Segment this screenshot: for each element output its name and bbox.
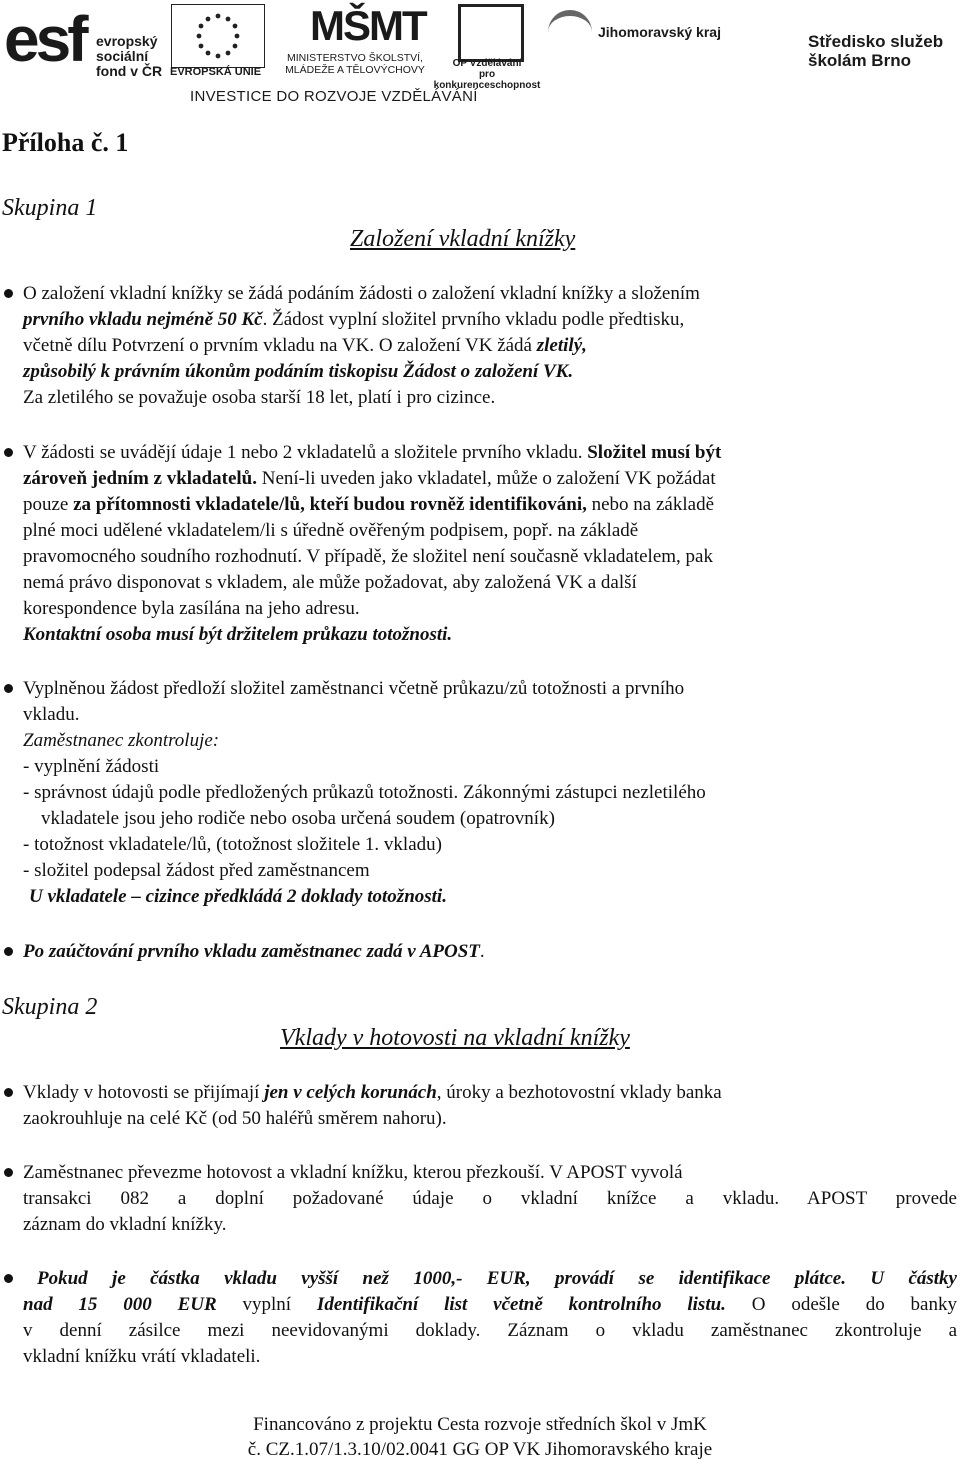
jmk-swoosh-icon <box>548 10 592 46</box>
g1p2-line: pouze za přítomnosti vkladatele/lů, kteří budou rovněž identifikováni, nebo na základě <box>23 494 715 515</box>
group1-label: Skupina 1 <box>2 195 98 221</box>
eu-flag-icon <box>171 4 265 68</box>
bullet <box>4 1274 13 1283</box>
group1-heading: Založení vkladní knížky <box>350 226 576 252</box>
group2-heading: Vklady v hotovosti na vkladní knížky <box>280 1025 630 1051</box>
g2p3-line: nad 15 000 EUR vyplní Identifikační list včetně kontrolního listu. O odešle do banky <box>23 1294 957 1315</box>
g2p3-line: vkladní knížku vrátí vkladateli. <box>23 1346 261 1367</box>
bullet <box>4 1168 13 1177</box>
bullet <box>4 289 13 298</box>
g1p3-line: - vyplnění žádosti <box>23 756 160 777</box>
g1p2-line: Kontaktní osoba musí být držitelem průkazu totožnosti. <box>23 624 453 645</box>
page-title: Příloha č. 1 <box>2 128 129 157</box>
logo-header <box>0 0 960 110</box>
esf-logo: esf <box>4 3 85 75</box>
g1p1-line: způsobilý k právním úkonům podáním tiskopisu Žádost o založení VK. <box>23 361 574 382</box>
bullet <box>4 947 13 956</box>
g1p3-line: U vkladatele – cizince předkládá 2 doklady totožnosti. <box>29 886 447 907</box>
bullet <box>4 684 13 693</box>
g1p2-line: plné moci udělené vkladatelem/li s úředně ověřeným podpisem, popř. na základě <box>23 520 639 541</box>
g2p1-line: Vklady v hotovosti se přijímají jen v celých korunách, úroky a bezhotovostní vklady banka <box>23 1082 722 1103</box>
g2p3-line: v denní zásilce mezi neevidovanými doklady. Záznam o vkladu zaměstnanec zkontroluje a <box>23 1320 957 1341</box>
g1p2-line: V žádosti se uvádějí údaje 1 nebo 2 vkladatelů a složitele prvního vkladu. Složitel musí být <box>23 442 722 463</box>
msmt-logo-label: MINISTERSTVO ŠKOLSTVÍ, MLÁDEŽE A TĚLOVÝCHOVY <box>285 52 425 76</box>
g1p2-line: korespondence byla zasílána na jeho adresu. <box>23 598 360 619</box>
op-logo-icon <box>458 4 524 62</box>
g2p2-line: Zaměstnanec převezme hotovost a vkladní knížku, kterou přezkouší. V APOST vyvolá <box>23 1162 683 1183</box>
g1p3-line: - správnost údajů podle předložených průkazů totožnosti. Zákonnými zástupci nezletilého <box>23 782 706 803</box>
jmk-logo-label: Jihomoravský kraj <box>598 24 721 40</box>
group2-label: Skupina 2 <box>2 994 98 1020</box>
g1p4-line: Po zaúčtování prvního vkladu zaměstnanec zadá v APOST. <box>23 941 485 962</box>
g1p1-line: prvního vkladu nejméně 50 Kč. Žádost vyplní složitel prvního vkladu podle předtisku, <box>23 309 685 330</box>
g1p1-line: O založení vkladní knížky se žádá podáním žádosti o založení vkladní knížky a složením <box>23 283 700 304</box>
g1p2-line: zároveň jedním z vkladatelů. Není-li uveden jako vkladatel, může o založení VK požádat <box>23 468 716 489</box>
g1p2-line: pravomocného soudního rozhodnutí. V případě, že složitel není současně vkladatelem, pak <box>23 546 713 567</box>
footer-line: Financováno z projektu Cesta rozvoje středních škol v JmK <box>253 1414 707 1435</box>
ssb-logo: Středisko služeb školám Brno <box>808 32 944 70</box>
bullet <box>4 448 13 457</box>
g2p1-line: zaokrouhluje na celé Kč (od 50 haléřů směrem nahoru). <box>23 1108 447 1129</box>
msmt-logo: MŠMT <box>310 2 426 49</box>
g2p3-line: Pokud je částka vkladu vyšší než 1000,- EUR, provádí se identifikace plátce. U částky <box>37 1268 957 1289</box>
g1p3-line: vkladatele jsou jeho rodiče nebo osoba určená soudem (opatrovník) <box>41 808 555 829</box>
eu-logo-label: EVROPSKÁ UNIE <box>170 66 262 78</box>
investice-tagline: INVESTICE DO ROZVOJE VZDĚLÁVÁNÍ <box>190 88 478 105</box>
g2p2-line: záznam do vkladní knížky. <box>23 1214 227 1235</box>
g1p1-line: včetně dílu Potvrzení o prvním vkladu na VK. O založení VK žádá zletilý, <box>23 335 587 356</box>
g1p3-line: - složitel podepsal žádost před zaměstnancem <box>23 860 370 881</box>
esf-logo-label: evropský sociální fond v ČR <box>96 33 163 79</box>
g1p1-line: Za zletilého se považuje osoba starší 18 let, platí i pro cizince. <box>23 387 496 408</box>
op-logo-label: OP Vzdělávání pro konkurenceschopnost <box>433 58 541 91</box>
g2p2-line: transakci 082 a doplní požadované údaje o vkladní knížce a vkladu. APOST provede <box>23 1188 957 1209</box>
g1p2-line: nemá právo disponovat s vkladem, ale může požadovat, aby založená VK a další <box>23 572 637 593</box>
bullet <box>4 1088 13 1097</box>
g1p3-line: vkladu. <box>23 704 80 725</box>
g1p3-line: Vyplněnou žádost předloží složitel zaměstnanci včetně průkazu/zů totožnosti a prvního <box>23 678 685 699</box>
g1p3-line: Zaměstnanec zkontroluje: <box>23 730 220 751</box>
footer-line: č. CZ.1.07/1.3.10/02.0041 GG OP VK Jihomoravského kraje <box>247 1439 713 1460</box>
g1p3-line: - totožnost vkladatele/lů, (totožnost složitele 1. vkladu) <box>23 834 442 855</box>
